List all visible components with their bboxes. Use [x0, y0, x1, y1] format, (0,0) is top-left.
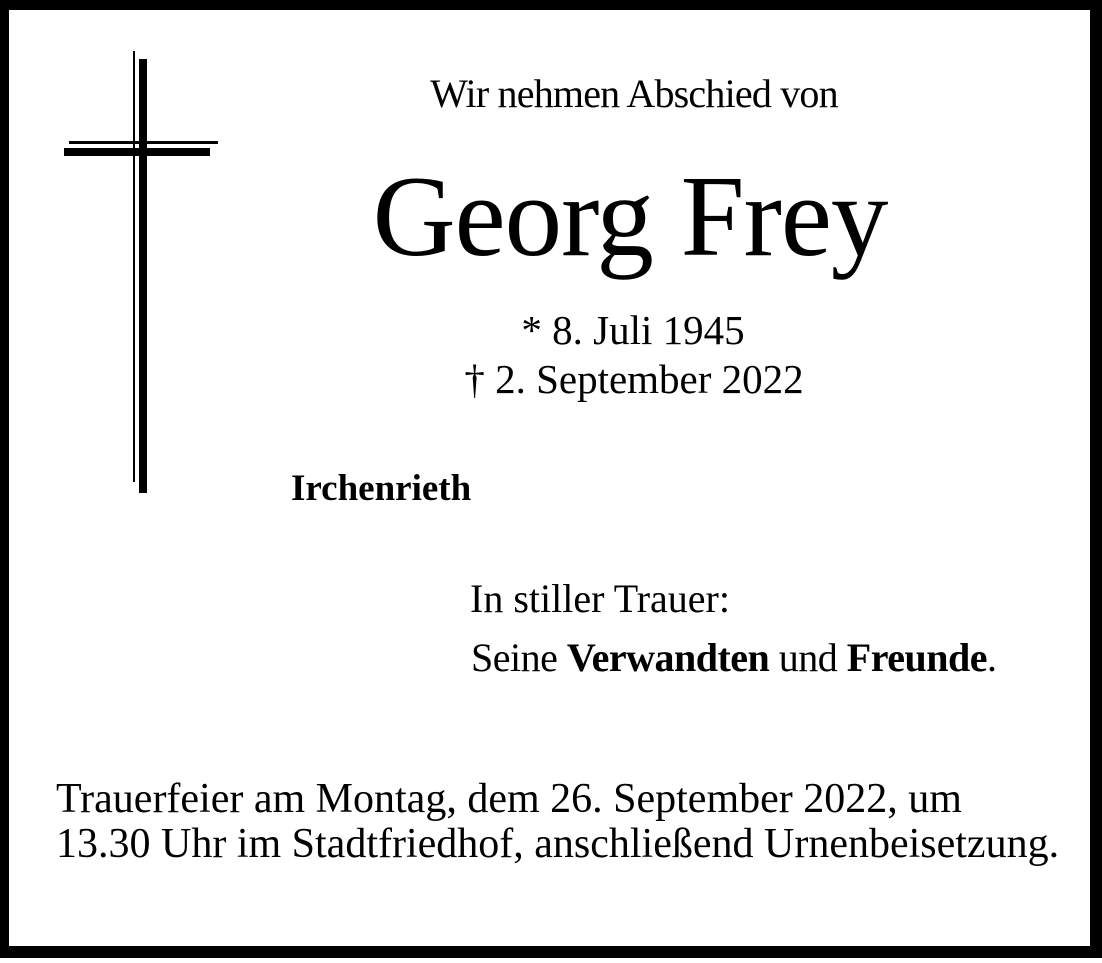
birth-date-line: * 8. Juli 1945 — [521, 307, 745, 353]
intro-line: Wir nehmen Abschied von — [430, 71, 838, 116]
cross-vertical-thin-bar — [133, 51, 136, 482]
funeral-details-line-2: 13.30 Uhr im Stadtfriedhof, anschließend Urnenbeisetzung. — [56, 821, 1060, 867]
mourners-suffix: . — [987, 635, 997, 680]
mourners-connector: und — [769, 635, 847, 680]
residence: Irchenrieth — [291, 468, 472, 509]
mourners-prefix: Seine — [471, 635, 567, 680]
cross-horizontal-thin-bar — [69, 141, 218, 144]
death-date-line: † 2. September 2022 — [464, 356, 804, 402]
cross-horizontal-thick-bar — [64, 148, 210, 157]
memorial-cross-icon — [64, 51, 220, 494]
cross-vertical-thick-bar — [139, 59, 147, 493]
mourning-heading: In stiller Trauer: — [470, 576, 730, 621]
mourners-group-relatives: Verwandten — [566, 635, 770, 680]
mourners-line — [471, 635, 997, 680]
mourners-group-friends: Freunde — [846, 635, 988, 680]
deceased-name: Georg Frey — [372, 153, 888, 280]
funeral-details-line-1: Trauerfeier am Montag, dem 26. September 2022, um — [56, 776, 962, 822]
